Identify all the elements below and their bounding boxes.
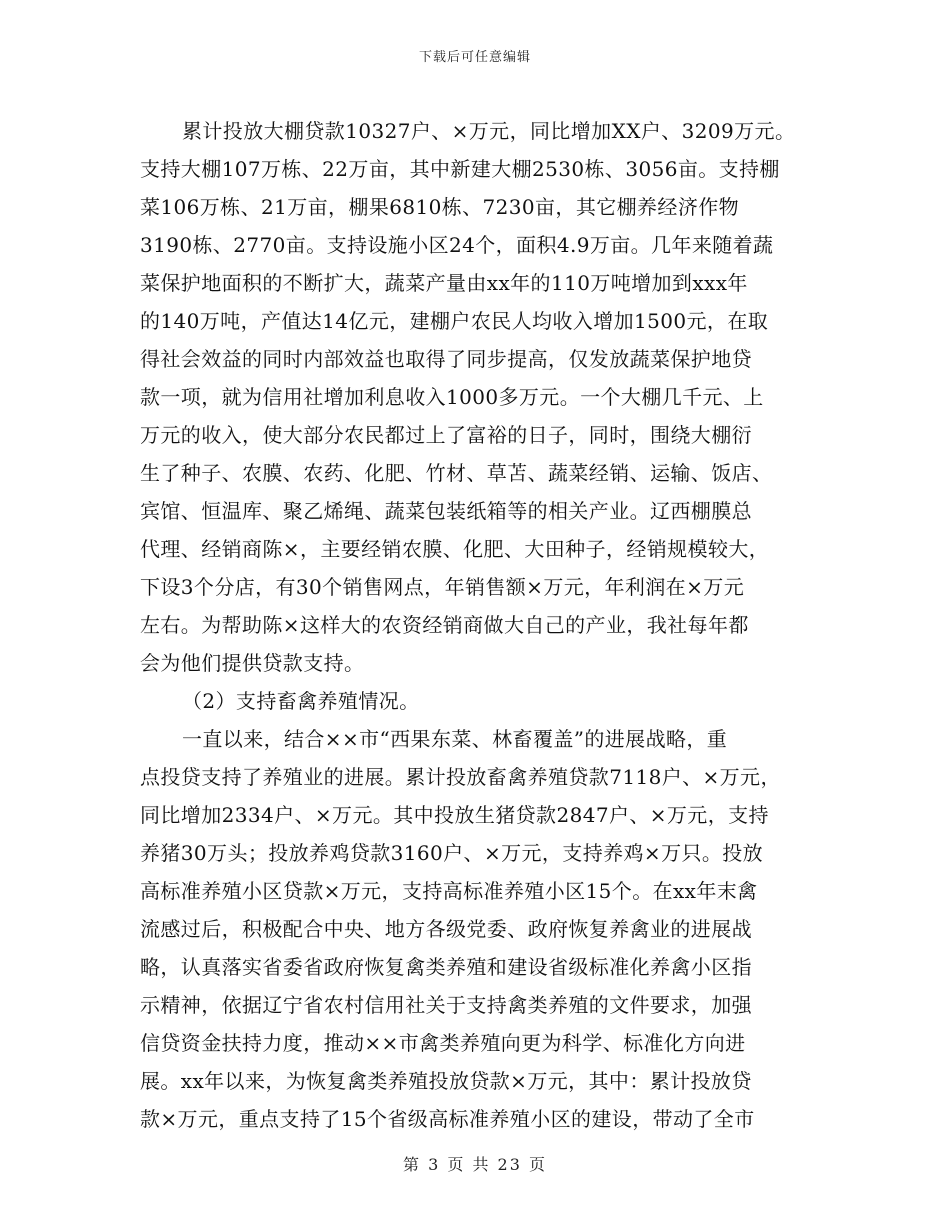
paragraph-line: 的140万吨，产值达14亿元，建棚户农民人均收入增加1500元，在取	[140, 309, 769, 333]
paragraph-line: 菜保护地面积的不断扩大，蔬菜产量由xx年的110万吨增加到xxx年	[140, 271, 748, 295]
page-header: 下载后可任意编辑	[418, 50, 531, 65]
paragraph-line: 款×万元，重点支持了15个省级高标准养殖小区的建设，带动了全市	[140, 1107, 755, 1131]
paragraph-line: 累计投放大棚贷款10327户、×万元，同比增加XX户、3209万元。	[182, 119, 796, 143]
paragraph-line: 菜106万栋、21万亩，棚果6810栋、7230亩，其它棚养经济作物	[140, 195, 740, 219]
paragraph-line: 流感过后，积极配合中央、地方各级党委、政府恢复养禽业的进展战	[140, 917, 752, 941]
paragraph-line: 款一项，就为信用社增加利息收入1000多万元。一个大棚几千元、上	[140, 385, 764, 409]
paragraph-line: 生了种子、农膜、农药、化肥、竹材、草苫、蔬菜经销、运输、饭店、	[140, 461, 773, 485]
paragraph-line: 同比增加2334户、×万元。其中投放生猪贷款2847户、×万元，支持	[140, 803, 769, 827]
paragraph-line: 展。xx年以来，为恢复禽类养殖投放贷款×万元，其中：累计投放贷	[140, 1069, 752, 1093]
paragraph-line: 高标准养殖小区贷款×万元，支持高标准养殖小区15个。在xx年末禽	[140, 879, 758, 903]
paragraph-line: 下设3个分店，有30个销售网点，年销售额×万元，年利润在×万元	[140, 575, 745, 599]
paragraph-line: 支持大棚107万栋、22万亩，其中新建大棚2530栋、3056亩。支持棚	[140, 157, 780, 181]
paragraph-line: 一直以来，结合××市“西果东菜、林畜覆盖”的进展战略，重	[182, 727, 728, 751]
paragraph-line: 养猪30万头；投放养鸡贷款3160户、×万元，支持养鸡×万只。投放	[140, 841, 764, 865]
page-number-footer: 第 3 页 共 23 页	[403, 1155, 547, 1174]
paragraph-line: 3190栋、2770亩。支持设施小区24个，面积4.9万亩。几年来随着蔬	[140, 233, 774, 257]
paragraph-line: 代理、经销商陈×，主要经销农膜、化肥、大田种子，经销规模较大，	[140, 537, 770, 561]
paragraph-line: 万元的收入，使大部分农民都过上了富裕的日子，同时，围绕大棚衍	[140, 423, 752, 447]
paragraph-line: 点投贷支持了养殖业的进展。累计投放畜禽养殖贷款7118户、×万元，	[140, 765, 781, 789]
paragraph-line: 略，认真落实省委省政府恢复禽类养殖和建设省级标准化养禽小区指	[140, 955, 752, 979]
paragraph-line: 宾馆、恒温库、聚乙烯绳、蔬菜包装纸箱等的相关产业。辽西棚膜总	[140, 499, 752, 523]
paragraph-line: 得社会效益的同时内部效益也取得了同步提高，仅发放蔬菜保护地贷	[140, 347, 752, 371]
paragraph-line: 会为他们提供贷款支持。	[140, 651, 365, 675]
paragraph-line: 示精神，依据辽宁省农村信用社关于支持禽类养殖的文件要求，加强	[140, 993, 752, 1017]
section-heading: （2）支持畜禽养殖情况。	[182, 689, 420, 713]
paragraph-line: 左右。为帮助陈×这样大的农资经销商做大自己的产业，我社每年都	[140, 613, 749, 637]
document-body	[140, 112, 820, 1138]
paragraph-line: 信贷资金扶持力度，推动××市禽类养殖向更为科学、标准化方向进	[140, 1031, 746, 1055]
